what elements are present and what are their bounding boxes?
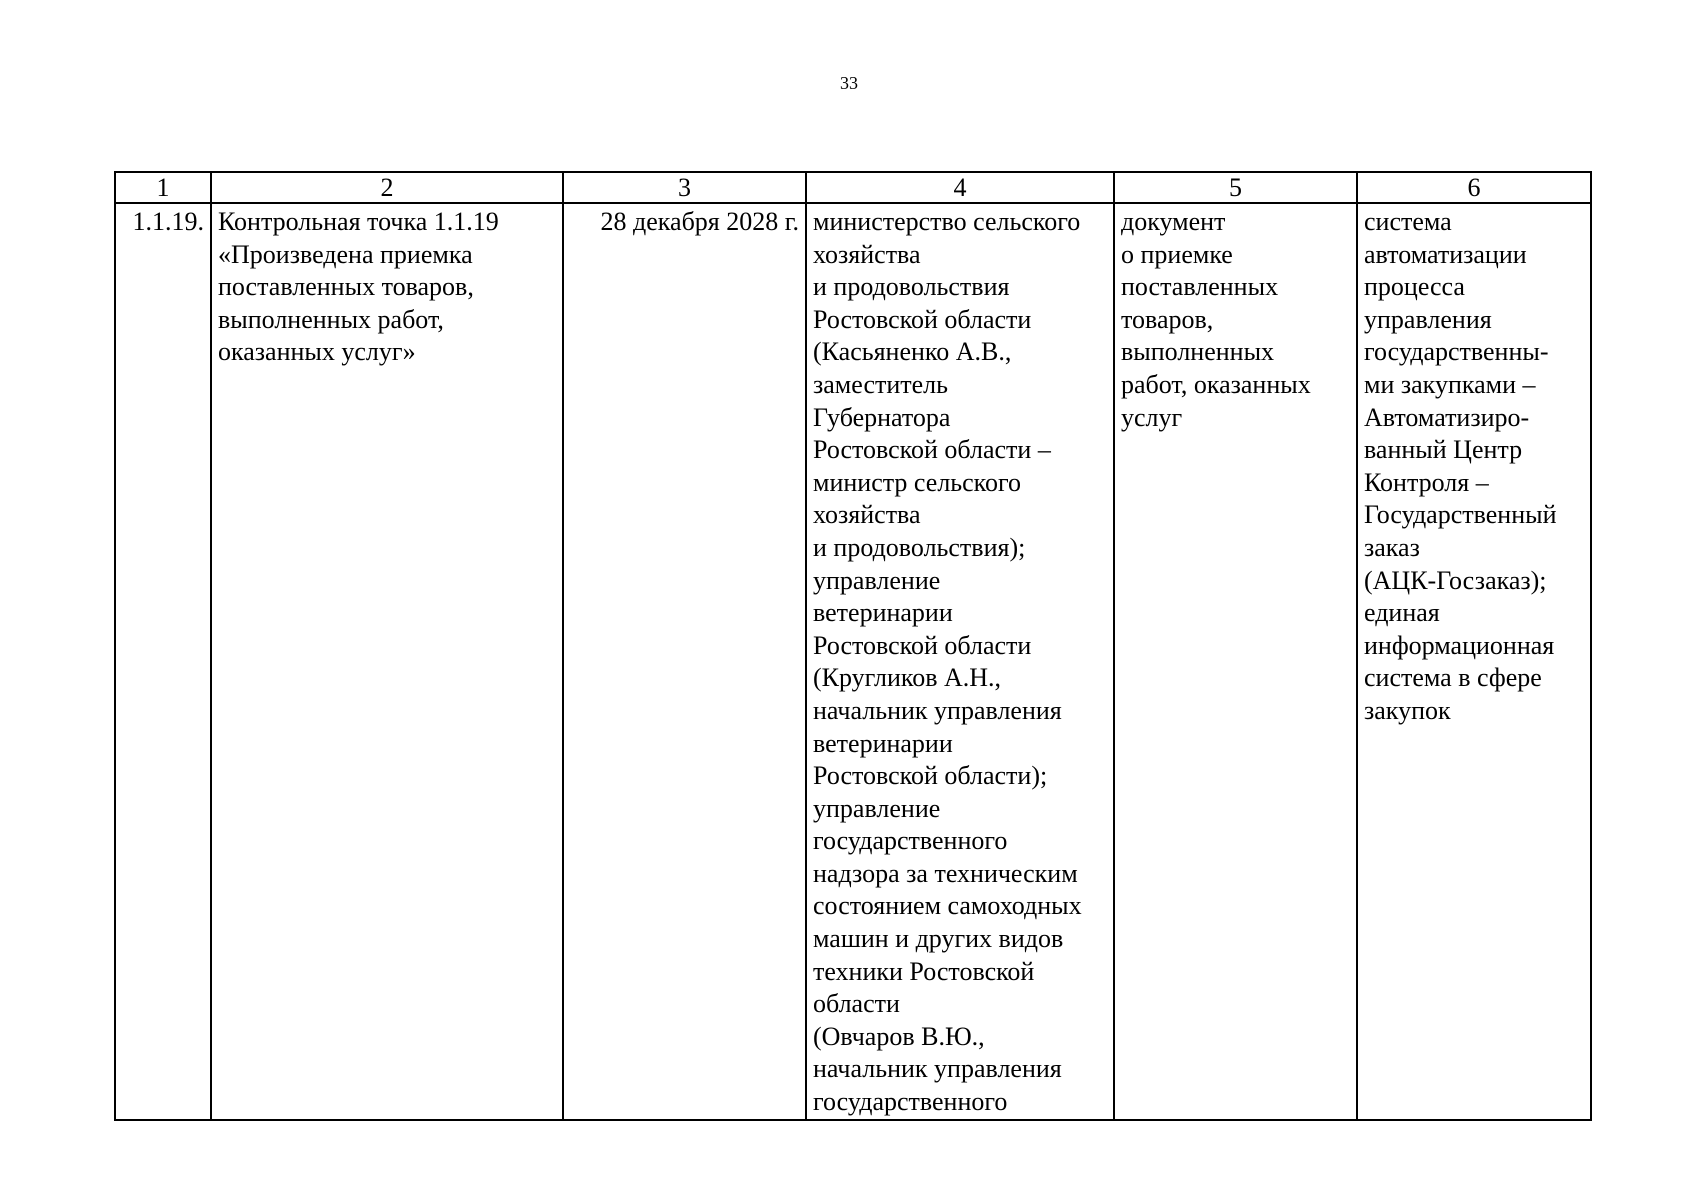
cell-text-line: поставленных <box>1121 272 1279 302</box>
cell-text-line: единая <box>1364 598 1440 628</box>
column-header-6: 6 <box>1357 172 1591 203</box>
column-header-1: 1 <box>115 172 211 203</box>
cell-text-line: надзора за техническим <box>813 858 1078 888</box>
table-row <box>115 203 1591 1120</box>
cell-text-line: услуг <box>1121 402 1183 432</box>
cell-text-line: Ростовской области); <box>813 761 1048 791</box>
cell-text-line: Ростовской области <box>813 304 1032 334</box>
cell-text-line: заместитель <box>813 369 949 399</box>
cell-text-line: выполненных работ, <box>218 304 444 334</box>
cell-text-line: ветеринарии <box>813 728 953 758</box>
cell-text-line: начальник управления <box>813 1054 1062 1084</box>
row-number-cell: 1.1.19. <box>115 203 211 1120</box>
cell-text-line: Ростовской области – <box>813 435 1051 465</box>
cell-text-line: области <box>813 989 900 1019</box>
column-header-2: 2 <box>211 172 563 203</box>
page-number: 33 <box>840 73 858 93</box>
cell-text-line: Автоматизиро- <box>1364 402 1530 432</box>
cell-text-line: (Кругликов А.Н., <box>813 663 1002 693</box>
column-number-row <box>115 172 1591 203</box>
cell-text-line: управления <box>1364 304 1492 334</box>
cell-text-line: работ, оказанных <box>1121 369 1311 399</box>
cell-text-line: заказ <box>1364 532 1420 562</box>
cell-text-line: начальник управления <box>813 695 1062 725</box>
cell-text-line: и продовольствия); <box>813 532 1026 562</box>
cell-text-line: Губернатора <box>813 402 951 432</box>
cell-text-line: управление <box>813 793 941 823</box>
cell-text-line: и продовольствия <box>813 272 1010 302</box>
cell-text-line: система в сфере <box>1364 663 1542 693</box>
cell-text-line: хозяйства <box>813 239 921 269</box>
cell-text-line: Ростовской области <box>813 630 1032 660</box>
cell-text-line: выполненных <box>1121 337 1275 367</box>
cell-text-line: (Овчаров В.Ю., <box>813 1021 985 1051</box>
cell-text-line: Контрольная точка 1.1.19 <box>218 207 499 236</box>
cell-text-line: государственного <box>813 826 1008 856</box>
cell-text-line: министерство сельского <box>813 207 1081 236</box>
cell-text-line: документ <box>1121 207 1226 236</box>
cell-text-line: Контроля – <box>1364 467 1489 497</box>
cell-text-line: государственны- <box>1364 337 1549 367</box>
cell-text-line: состоянием самоходных <box>813 891 1082 921</box>
cell-text-line: министр сельского <box>813 467 1022 497</box>
cell-text-line: товаров, <box>1121 304 1214 334</box>
column-header-5: 5 <box>1114 172 1357 203</box>
cell-text-line: «Произведена приемка <box>218 239 473 269</box>
cell-text-line: процесса <box>1364 272 1465 302</box>
cell-text-line: автоматизации <box>1364 239 1527 269</box>
cell-text-line: ветеринарии <box>813 598 953 628</box>
column-header-4: 4 <box>806 172 1114 203</box>
cell-text-line: управление <box>813 565 941 595</box>
control-points-table <box>114 171 1592 1121</box>
cell-text-line: (Касьяненко А.В., <box>813 337 1012 367</box>
deadline-cell: 28 декабря 2028 г. <box>563 203 806 1120</box>
cell-text-line: ми закупками – <box>1364 369 1536 399</box>
cell-text-line: информационная <box>1364 630 1555 660</box>
responsible-cell <box>806 203 1114 1120</box>
cell-text-line: хозяйства <box>813 500 921 530</box>
cell-text-line: оказанных услуг» <box>218 337 416 367</box>
control-point-name-cell <box>211 203 563 1120</box>
cell-text-line: о приемке <box>1121 239 1233 269</box>
cell-text-line: поставленных товаров, <box>218 272 474 302</box>
information-system-cell <box>1357 203 1591 1120</box>
cell-text-line: государственного <box>813 1087 1008 1117</box>
cell-text-line: Государственный <box>1364 500 1557 530</box>
column-header-3: 3 <box>563 172 806 203</box>
cell-text-line: система <box>1364 207 1452 236</box>
document-cell <box>1114 203 1357 1120</box>
cell-text-line: машин и других видов <box>813 924 1064 954</box>
cell-text-line: (АЦК-Госзаказ); <box>1364 565 1547 595</box>
cell-text-line: ванный Центр <box>1364 435 1523 465</box>
cell-text-line: техники Ростовской <box>813 956 1035 986</box>
cell-text-line: закупок <box>1364 695 1451 725</box>
